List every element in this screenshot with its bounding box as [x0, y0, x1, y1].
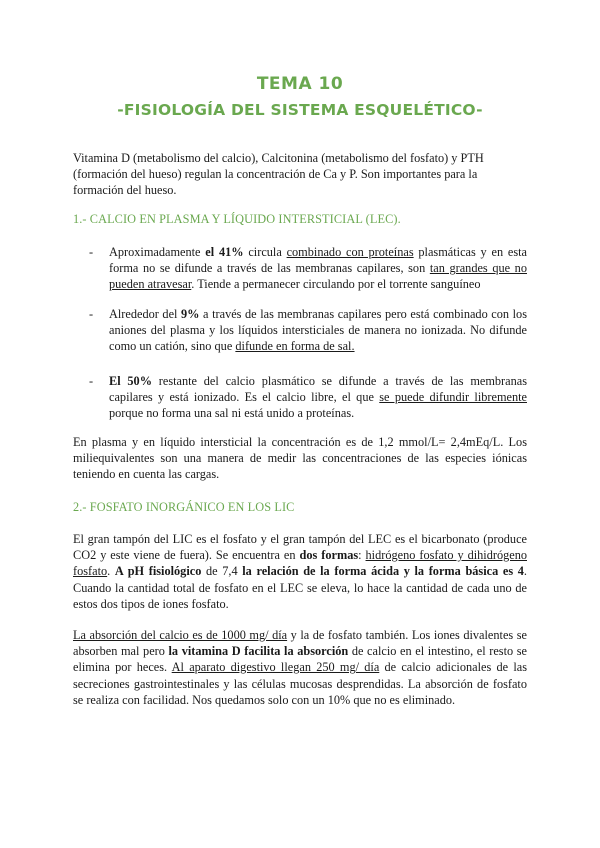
bullet-mark: -: [89, 245, 94, 259]
section-2-paragraph-2: La absorción del calcio es de 1000 mg/ día y la de fosfato también. Los iones divalentes se absorben mal pero la vitamina D facilita la absorción de calcio en el intestino, el resto se elimina por heces. Al aparato digestivo llegan 250 mg/ día de calcio adicionales de las secreciones gastrointestinales y las células mucosas desprendidas. La absorción de fosfato se realiza con facilidad. Nos quedamos solo con un 10% que no es eliminado.: [73, 628, 527, 707]
bullet-2-text: Alrededor del 9% a través de las membranas capilares pero está combinado con los aniones del plasma y los líquidos intersticiales de manera no ionizada. No difunde como un catión, sino que difunde en forma de sal.: [109, 307, 527, 354]
section-2-paragraph-1: El gran tampón del LIC es el fosfato y el gran tampón del LEC es el bicarbonato (produce CO2 y este viene de fuera). Se encuentra en dos formas: hidrógeno fosfato y dihidrógeno fosfato. A pH fisiológico de 7,4 la relación de la forma ácida y la forma básica es 4. Cuando la cantidad total de fosfato en el LEC se eleva, lo hace la cantidad de cada uno de estos dos tipos de iones fosfato.: [73, 532, 527, 611]
bullet-item-2: [73, 306, 527, 355]
intro-paragraph: Vitamina D (metabolismo del calcio), Calcitonina (metabolismo del fosfato) y PTH (formación del hueso) regulan la concentración de Ca y P. Son importantes para la formación del hueso.: [73, 151, 484, 198]
bullet-1-text: Aproximadamente el 41% circula combinado con proteínas plasmáticas y en esta forma no se difunde a través de las membranas capilares, son tan grandes que no pueden atravesar. Tiende a permanecer circulando por el torrente sanguíneo: [109, 245, 527, 292]
section-1-heading: 1.- CALCIO EN PLASMA Y LÍQUIDO INTERSTICIAL (LEC).: [73, 212, 401, 226]
bullet-mark: -: [89, 307, 94, 321]
bullet-mark: -: [89, 374, 94, 388]
bullet-3-text: El 50% restante del calcio plasmático se difunde a través de las membranas capilares y está ionizado. Es el calcio libre, el que se puede difundir libremente porque no forma una sal ni está unido a proteínas.: [109, 374, 527, 421]
bullet-item-3: [73, 373, 527, 422]
bullet-item-1: [73, 244, 527, 293]
document-subtitle: -FISIOLOGÍA DEL SISTEMA ESQUELÉTICO-: [117, 101, 483, 119]
section-1-closing-paragraph: En plasma y en líquido intersticial la concentración es de 1,2 mmol/L= 2,4mEq/L. Los miliequivalentes son una manera de medir las concentraciones de las especies iónicas teniendo en cuenta las cargas.: [73, 435, 527, 482]
section-2-heading: 2.- FOSFATO INORGÁNICO EN LOS LIC: [73, 500, 295, 514]
document-title: TEMA 10: [256, 74, 344, 94]
